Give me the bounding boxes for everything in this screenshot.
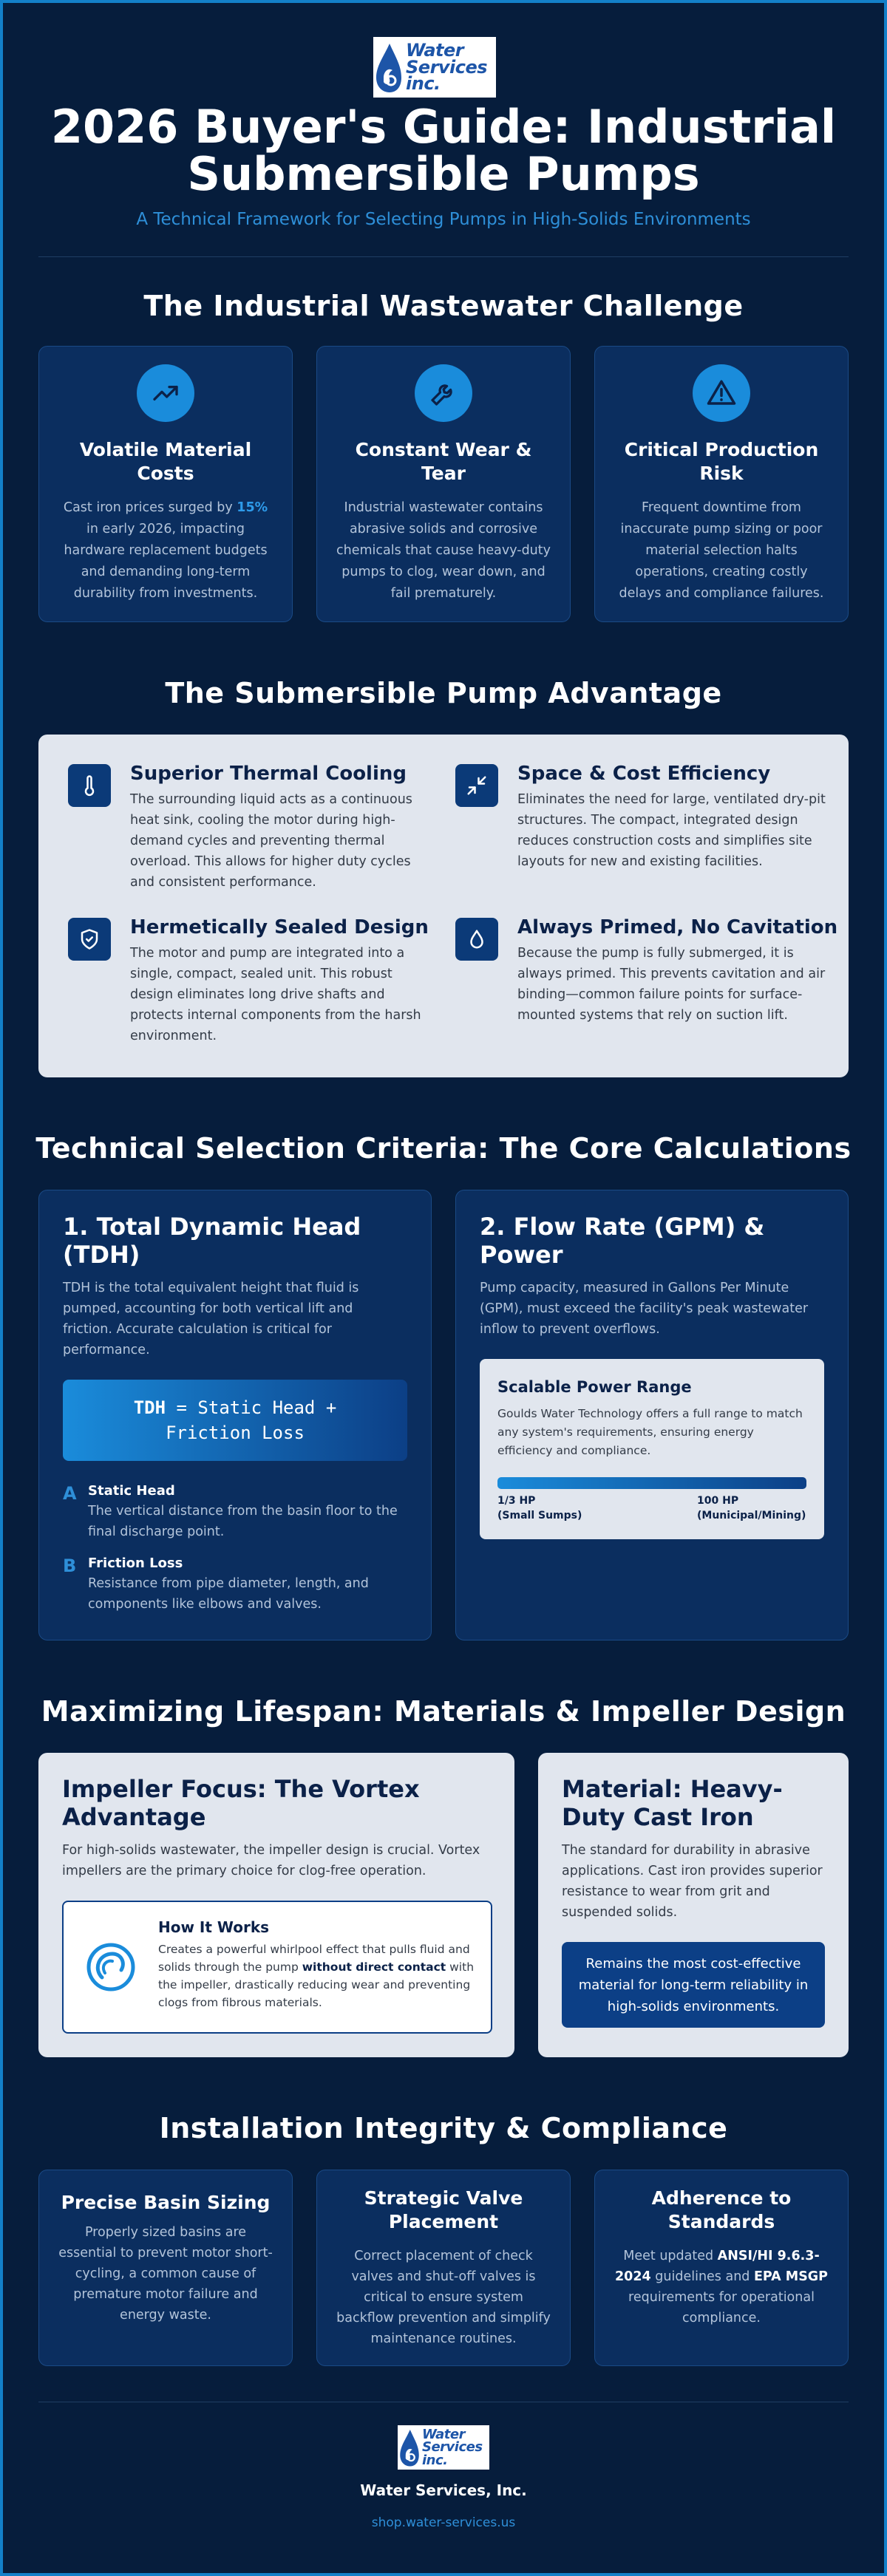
logo-word-1: Water bbox=[406, 39, 464, 61]
power-range-min: 1/3 HP (Small Sumps) bbox=[497, 1495, 582, 1522]
power-range-max: 100 HP (Municipal/Mining) bbox=[697, 1495, 806, 1522]
challenge-card-body: Frequent downtime from inaccurate pump sizing or poor material selection halts operations, creating costly delays and compliance failures. bbox=[619, 500, 824, 601]
logo-word-2: Services bbox=[406, 56, 488, 78]
formula-symbol: TDH bbox=[133, 1397, 166, 1418]
advantage-title: Always Primed, No Cavitation bbox=[517, 916, 838, 938]
challenge-heading: The Industrial Wastewater Challenge bbox=[143, 290, 744, 322]
cast-iron-title: Material: Heavy-Duty Cast Iron bbox=[562, 1775, 783, 1831]
advantage-title: Superior Thermal Cooling bbox=[130, 763, 407, 785]
logo-wordmark: Water Services inc. bbox=[422, 2427, 483, 2468]
impeller-body: For high-solids wastewater, the impeller design is crucial. Vortex impellers are the primary choice for clog-free operation. bbox=[62, 1843, 480, 1878]
flow-rate-title: 2. Flow Rate (GPM) & Power bbox=[480, 1213, 765, 1269]
install-card-body: Properly sized basins are essential to prevent motor short-cycling, a common cause of premature motor failure and energy waste. bbox=[58, 2225, 273, 2323]
challenge-card-body: Cast iron prices surged by 15% in early 2026, impacting hardware replacement budgets and demanding long-term durability from investments. bbox=[63, 500, 268, 601]
how-it-works-title: How It Works bbox=[158, 1918, 270, 1936]
challenge-card-title: Critical Production Risk bbox=[624, 439, 819, 484]
install-card-title: Strategic Valve Placement bbox=[364, 2187, 523, 2232]
formula-line-2: Friction Loss bbox=[166, 1422, 305, 1443]
impeller-title: Impeller Focus: The Vortex Advantage bbox=[62, 1775, 420, 1831]
tdh-body: TDH is the total equivalent height that fluid is pumped, accounting for both vertical lift and friction. Accurate calculation is critical for performance. bbox=[63, 1281, 359, 1357]
challenge-card-title: Volatile Material Costs bbox=[79, 439, 252, 484]
cast-iron-body: The standard for durability in abrasive applications. Cast iron provides superior resistance to wear from grit and suspended solids. bbox=[562, 1843, 823, 1920]
power-range-body: Goulds Water Technology offers a full range to match any system's requirements, ensuring energy efficiency and compliance. bbox=[497, 1407, 803, 1457]
advantage-title: Space & Cost Efficiency bbox=[517, 763, 771, 785]
flow-rate-body: Pump capacity, measured in Gallons Per Minute (GPM), must exceed the facility's peak wastewater inflow to prevent overflows. bbox=[480, 1281, 809, 1337]
advantage-title: Hermetically Sealed Design bbox=[130, 916, 429, 938]
advantage-body: Eliminates the need for large, ventilated dry-pit structures. The compact, integrated design reduces construction costs and simplifies site layouts for new and existing facilities. bbox=[517, 792, 826, 869]
advantage-body: The surrounding liquid acts as a continuous heat sink, cooling the motor during high-demand cycles and preventing thermal overload. This allows for higher duty cycles and consistent performance. bbox=[130, 792, 412, 890]
static-head-body: The vertical distance from the basin floor to the final discharge point. bbox=[88, 1504, 398, 1539]
footer-website-link[interactable]: shop.water-services.us bbox=[371, 2515, 516, 2530]
price-surge-value: 15% bbox=[237, 500, 268, 515]
install-card-body: Meet updated ANSI/HI 9.6.3-2024 guidelines and EPA MSGP requirements for operational compliance. bbox=[615, 2249, 828, 2325]
static-head-title: Static Head bbox=[88, 1483, 175, 1499]
advantage-body: Because the pump is fully submerged, it is always primed. This prevents cavitation and air binding—common failure points for surface-mounted systems that rely on suction lift. bbox=[517, 946, 826, 1023]
challenge-card-title: Constant Wear & Tear bbox=[355, 439, 532, 484]
friction-loss-title: Friction Loss bbox=[88, 1556, 183, 1571]
power-range-title: Scalable Power Range bbox=[497, 1378, 692, 1396]
criteria-heading: Technical Selection Criteria: The Core Calculations bbox=[35, 1132, 852, 1165]
install-card-body: Correct placement of check valves and shut-off valves is critical to ensure system backflow prevention and simplify maintenance routines. bbox=[336, 2249, 551, 2346]
how-it-works-body: Creates a powerful whirlpool effect that pulls fluid and solids through the pump without direct contact with the impeller, drastically reducing wear and preventing clogs from fibrous materials. bbox=[158, 1943, 475, 2009]
page-subtitle: A Technical Framework for Selecting Pumps in High-Solids Environments bbox=[136, 210, 751, 229]
friction-loss-body: Resistance from pipe diameter, length, and components like elbows and valves. bbox=[88, 1576, 369, 1612]
install-card-title: Adherence to Standards bbox=[651, 2187, 792, 2232]
page-title-line-2: Submersible Pumps bbox=[187, 147, 700, 201]
installation-heading: Installation Integrity & Compliance bbox=[159, 2112, 728, 2144]
item-letter-b: B bbox=[63, 1556, 77, 1576]
tdh-title: 1. Total Dynamic Head (TDH) bbox=[63, 1213, 361, 1269]
page-title-line-1: 2026 Buyer's Guide: Industrial bbox=[50, 100, 837, 154]
advantage-body: The motor and pump are integrated into a single, compact, sealed unit. This robust design eliminates long drive shafts and protects internal components from the harsh environment. bbox=[130, 946, 421, 1043]
lifespan-heading: Maximizing Lifespan: Materials & Impeller Design bbox=[41, 1695, 846, 1728]
item-letter-a: A bbox=[63, 1483, 77, 1504]
logo-word-3: inc. bbox=[406, 73, 441, 95]
cast-iron-note: Remains the most cost-effective material for long-term reliability in high-solids environments. bbox=[562, 1942, 825, 2028]
tdh-formula: TDH = Static Head + Friction Loss bbox=[63, 1380, 407, 1461]
install-card-title: Precise Basin Sizing bbox=[61, 2192, 271, 2213]
advantage-heading: The Submersible Pump Advantage bbox=[165, 677, 722, 709]
footer-company-name: Water Services, Inc. bbox=[360, 2481, 527, 2499]
challenge-card-body: Industrial wastewater contains abrasive solids and corrosive chemicals that cause heavy-duty pumps to clog, wear down, and fail prematurely. bbox=[336, 500, 551, 601]
